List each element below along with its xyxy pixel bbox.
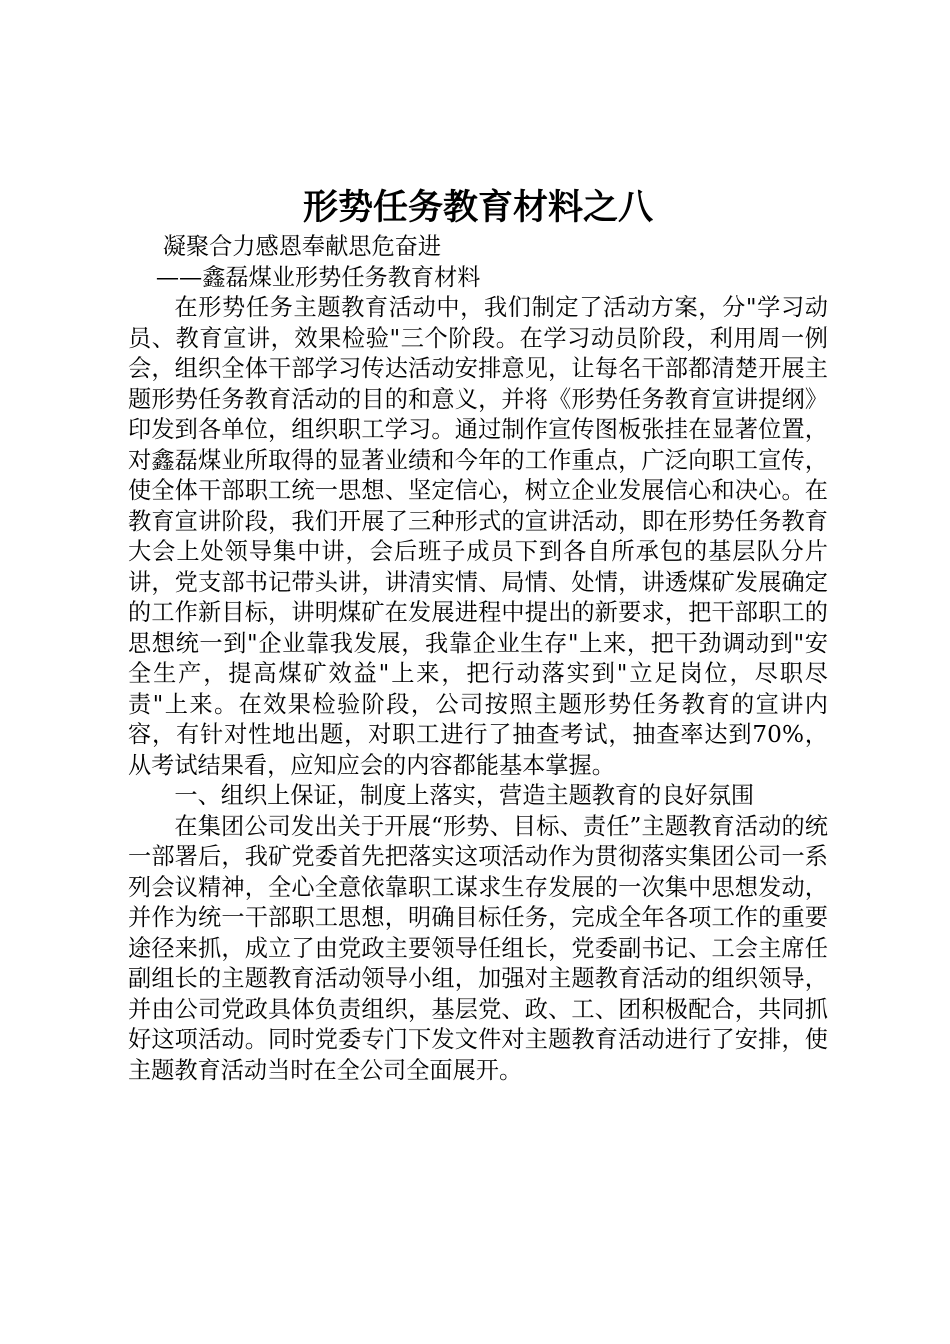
document-body [128,232,828,1086]
body-paragraph: 在形势任务主题教育活动中，我们制定了活动方案，分"学习动员、教育宣讲，效果检验"三个阶段。在学习动员阶段，利用周一例会，组织全体干部学习传达活动安排意见，让每名干部都清楚开展主题形势任务教育活动的目的和意义，并将《形势任务教育宣讲提纲》印发到各单位，组织职工学习。通过制作宣传图板张挂在显著位置，对鑫磊煤业所取得的显著业绩和今年的工作重点，广泛向职工宣传，使全体干部职工统一思想、坚定信心，树立企业发展信心和决心。在教育宣讲阶段，我们开展了三种形式的宣讲活动，即在形势任务教育大会上处领导集中讲，会后班子成员下到各自所承包的基层队分片讲，党支部书记带头讲，讲清实情、局情、处情，讲透煤矿发展确定的工作新目标，讲明煤矿在发展进程中提出的新要求，把干部职工的思想统一到"企业靠我发展，我靠企业生存"上来，把干劲调动到"安全生产，提高煤矿效益"上来，把行动落实到"立足岗位，尽职尽责"上来。在效果检验阶段，公司按照主题形势任务教育的宣讲内容，有针对性地出题，对职工进行了抽查考试，抽查率达到70%，从考试结果看，应知应会的内容都能基本掌握。 [128,294,828,779]
document-title: 形势任务教育材料之八 [302,188,653,228]
document-subtitle: 凝聚合力感恩奉献思危奋进 [162,233,442,260]
document-byline: ——鑫磊煤业形势任务教育材料 [155,263,481,291]
section-heading: 一、组织上保证，制度上落实，营造主题教育的良好氛围 [174,782,755,809]
body-paragraph: 在集团公司发出关于开展“形势、目标、责任”主题教育活动的统一部署后，我矿党委首先把落实这项活动作为贯彻落实集团公司一系列会议精神，全心全意依靠职工谋求生存发展的一次集中思想发动，并作为统一干部职工思想，明确目标任务，完成全年各项工作的重要途径来抓，成立了由党政主要领导任组长，党委副书记、工会主席任副组长的主题教育活动领导小组，加强对主题教育活动的组织领导，并由公司党政具体负责组织，基层党、政、工、团积极配合，共同抓好这项活动。同时党委专门下发文件对主题教育活动进行了安排，使主题教育活动当时在全公司全面展开。 [128,812,828,1084]
